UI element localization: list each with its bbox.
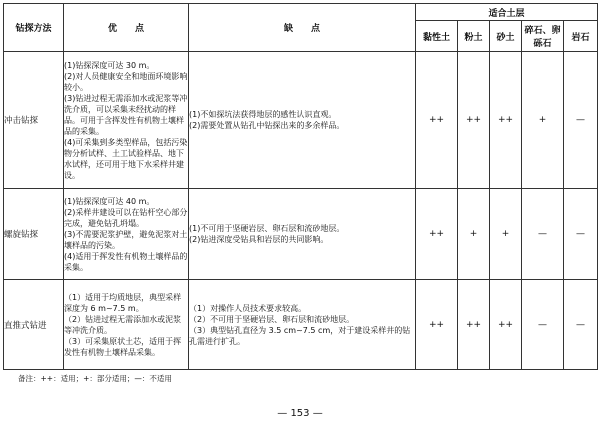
rating-silt: ++ [458, 52, 490, 189]
pros-item: （3）可采集原状土芯，适用于挥发性有机物土壤样品采集。 [64, 336, 182, 357]
drilling-methods-table [3, 3, 598, 370]
cons-cell [189, 280, 416, 370]
pros-item: （1）适用于均质地层，典型采样深度为 6 m~7.5 m。 [64, 292, 182, 313]
rating-sand: + [490, 189, 522, 280]
header-suitable-soil: 适合土层 [416, 4, 598, 21]
page-number: — 153 — [277, 408, 323, 419]
table-note: 备注：++：适用；+：部分适用；—：不适用 [18, 374, 172, 383]
cons-item: （3）典型钻孔直径为 3.5 cm~7.5 cm，对于建设采样井的钻孔需进行扩孔。 [189, 325, 411, 346]
rating-silt: + [458, 189, 490, 280]
rating-clay: ++ [416, 189, 458, 280]
header-cons: 缺 点 [189, 4, 416, 52]
pros-item: (1)钻探深度可达 30 m。 [64, 60, 155, 70]
method-name: 直推式钻进 [4, 280, 64, 370]
cons-item: （1）对操作人员技术要求较高。 [189, 303, 307, 313]
pros-item: (4)适用于挥发性有机物土壤样品的采集。 [64, 251, 188, 272]
cons-item: (1)不如探坑法获得地层的感性认识直观。 [189, 110, 337, 119]
header-soil-sand: 砂土 [490, 21, 522, 52]
rating-rock: — [564, 189, 598, 280]
cons-item: (1)不可用于坚硬岩层、卵石层和流砂地层。 [189, 224, 345, 233]
header-soil-clay: 黏性土 [416, 21, 458, 52]
pros-item: (3)不需要泥浆护壁，避免泥浆对土壤样品的污染。 [64, 229, 188, 250]
rating-gravel: + [522, 52, 564, 189]
pros-item: (1)钻探深度可达 40 m。 [64, 196, 155, 206]
rating-sand: ++ [490, 52, 522, 189]
rating-clay: ++ [416, 52, 458, 189]
pros-item: （2）钻进过程无需添加水或泥浆等冲洗介质。 [64, 314, 182, 335]
header-pros: 优 点 [64, 4, 189, 52]
cons-cell [189, 189, 416, 280]
header-soil-rock: 岩石 [564, 21, 598, 52]
header-method: 钻探方法 [4, 4, 64, 52]
header-soil-gravel: 碎石、卵砾石 [522, 21, 564, 52]
pros-cell [64, 189, 189, 280]
rating-sand: ++ [490, 280, 522, 370]
pros-item: (4)可采集到多类型样品，包括污染物分析试样、土工试验样品、地下水试样，还可用于地下水采样井建设。 [64, 137, 188, 180]
rating-rock: — [564, 52, 598, 189]
table-row [4, 189, 598, 280]
cons-cell [189, 52, 416, 189]
header-soil-silt: 粉土 [458, 21, 490, 52]
table-row [4, 280, 598, 370]
rating-gravel: — [522, 280, 564, 370]
cons-item: （2）不可用于坚硬岩层、卵石层和流砂地层。 [189, 314, 355, 324]
cons-item: (2)钻进深度受钻具和岩层的共同影响。 [189, 235, 329, 244]
pros-item: (3)钻进过程无需添加水或泥浆等冲洗介质，可以采集未经扰动的样品。可用于含挥发性有机物土壤样品的采集。 [64, 93, 188, 136]
method-name: 螺旋钻探 [4, 189, 64, 280]
rating-gravel: — [522, 189, 564, 280]
rating-rock: — [564, 280, 598, 370]
rating-silt: ++ [458, 280, 490, 370]
pros-cell [64, 52, 189, 189]
pros-item: (2)采样井建设可以在钻杆空心部分完成，避免钻孔坍塌。 [64, 207, 188, 228]
rating-clay: ++ [416, 280, 458, 370]
pros-cell [64, 280, 189, 370]
cons-item: (2)需要处置从钻孔中钻探出来的多余样品。 [189, 121, 345, 130]
table-row [4, 52, 598, 189]
method-name: 冲击钻探 [4, 52, 64, 189]
pros-item: (2)对人员健康安全和地面环境影响较小。 [64, 71, 188, 92]
